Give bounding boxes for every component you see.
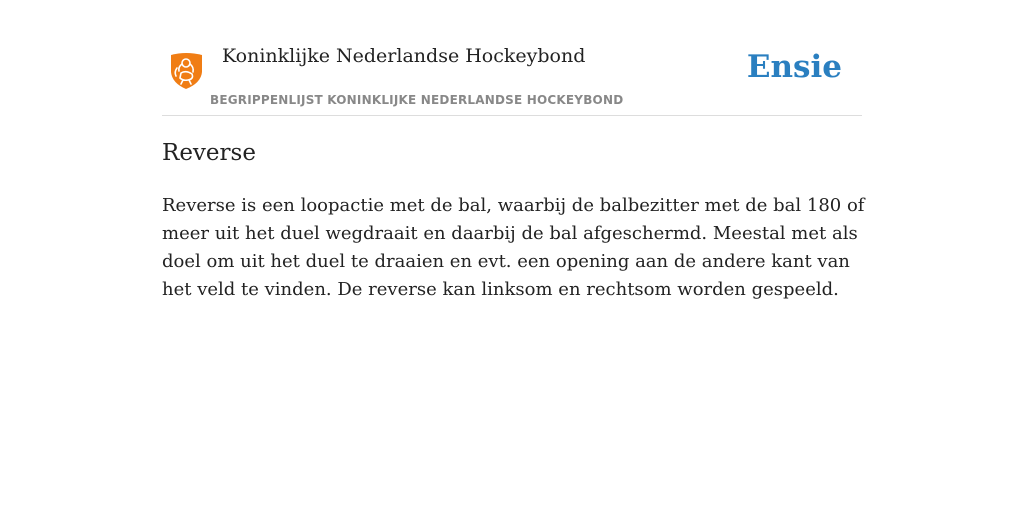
ensie-logo[interactable]: Ensie [746,49,842,85]
term-title: Reverse [162,140,256,166]
knhb-lion-shield-icon[interactable] [168,52,205,90]
term-definition: Reverse is een loopactie met de bal, waarbij de balbezitter met de bal 180 of meer uit het duel wegdraait en daarbij de bal afgeschermd. Meestal met als doel om uit het duel te draaien en evt. een opening aan de andere kant van het veld te vinden. De reverse kan linksom en rechtsom worden gespeeld. [162,195,865,300]
glossary-subtitle: BEGRIPPENLIJST KONINKLIJKE NEDERLANDSE HOCKEYBOND [210,93,624,107]
site-header [162,40,862,116]
organization-name[interactable]: Koninklijke Nederlandse Hockeybond [222,45,586,67]
